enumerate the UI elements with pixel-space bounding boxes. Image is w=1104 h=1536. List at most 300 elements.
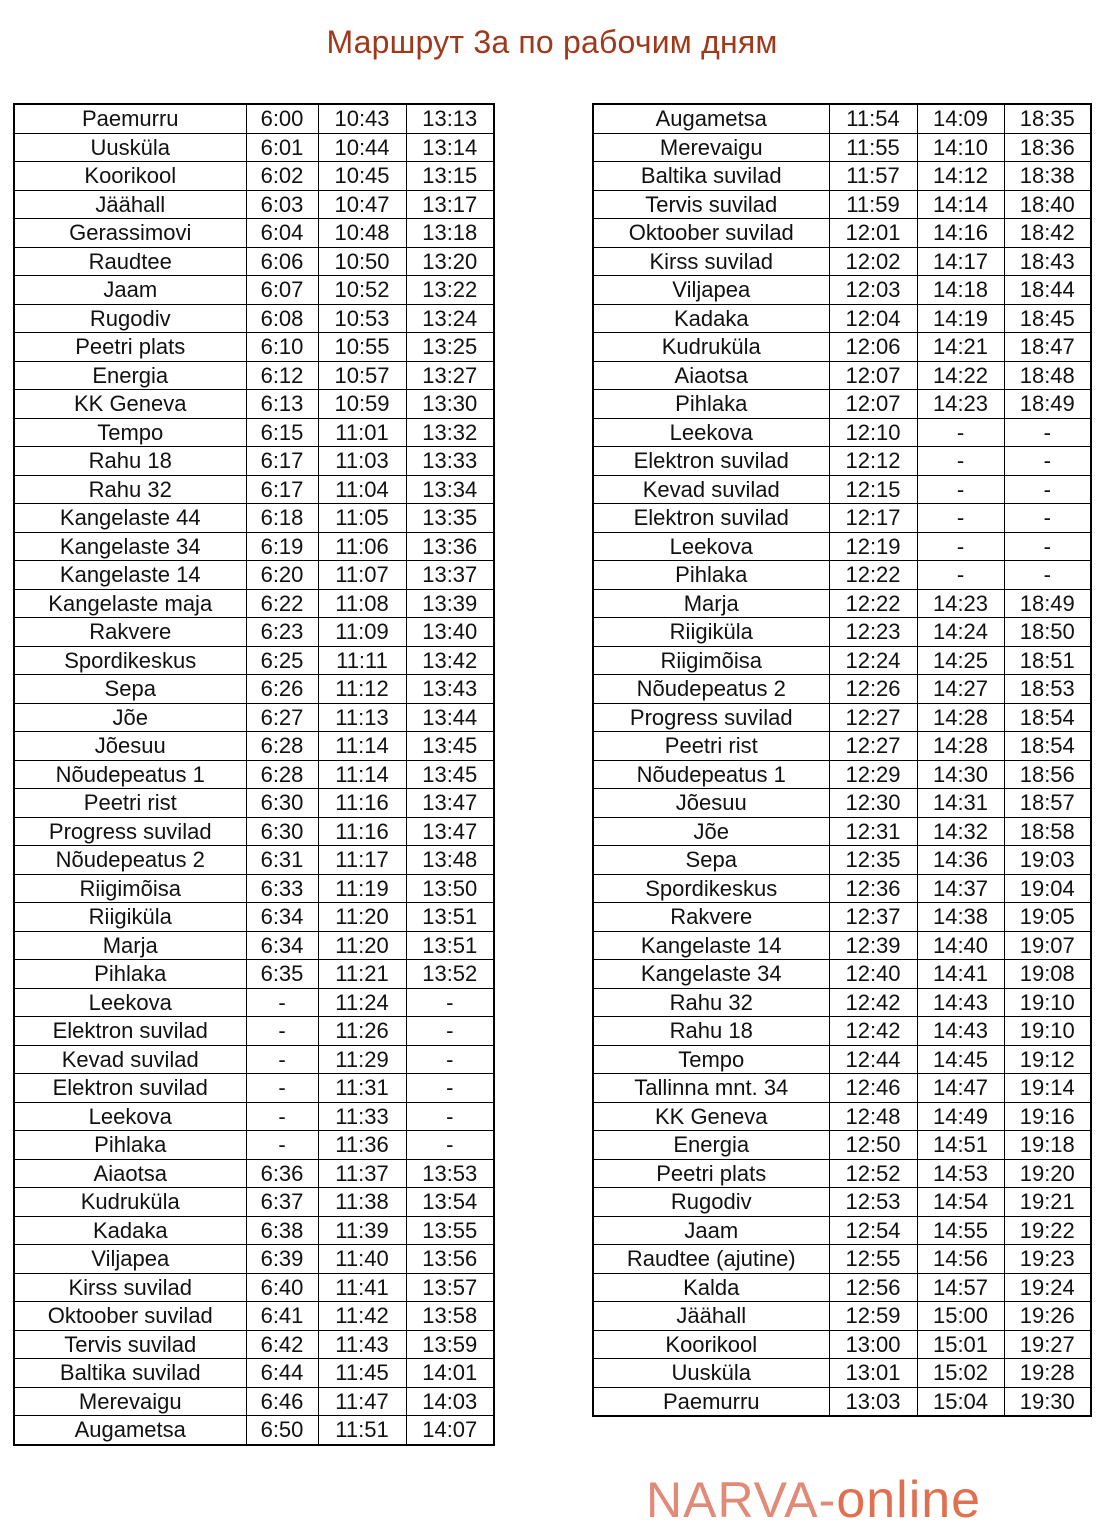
departure-time-cell: 12:50	[829, 1131, 917, 1160]
departure-time-cell: 13:51	[406, 931, 494, 960]
departure-time-cell: -	[406, 1045, 494, 1074]
schedule-table-return	[592, 103, 1092, 1417]
departure-time-cell: -	[917, 504, 1004, 533]
stop-name-cell: Kudruküla	[14, 1188, 246, 1217]
departure-time-cell: 14:10	[917, 133, 1004, 162]
departure-time-cell: 18:44	[1004, 276, 1091, 305]
departure-time-cell: 19:10	[1004, 988, 1091, 1017]
departure-time-cell: 11:14	[318, 760, 406, 789]
stop-name-cell: Jaam	[593, 1216, 829, 1245]
departure-time-cell: 18:57	[1004, 789, 1091, 818]
departure-time-cell: 12:12	[829, 447, 917, 476]
table-row	[593, 1017, 1091, 1046]
departure-time-cell: 18:54	[1004, 732, 1091, 761]
departure-time-cell: 12:22	[829, 561, 917, 590]
departure-time-cell: 14:03	[406, 1387, 494, 1416]
stop-name-cell: Sepa	[593, 846, 829, 875]
departure-time-cell: 6:26	[246, 675, 318, 704]
stop-name-cell: Oktoober suvilad	[593, 219, 829, 248]
stop-name-cell: Jäähall	[593, 1302, 829, 1331]
departure-time-cell: 11:20	[318, 931, 406, 960]
table-row	[14, 646, 494, 675]
departure-time-cell: 11:16	[318, 817, 406, 846]
departure-time-cell: 11:51	[318, 1416, 406, 1445]
table-row	[14, 1273, 494, 1302]
departure-time-cell: 14:36	[917, 846, 1004, 875]
table-row	[593, 589, 1091, 618]
stop-name-cell: Paemurru	[593, 1387, 829, 1416]
departure-time-cell: 6:25	[246, 646, 318, 675]
departure-time-cell: 14:24	[917, 618, 1004, 647]
departure-time-cell: 12:07	[829, 361, 917, 390]
departure-time-cell: 10:55	[318, 333, 406, 362]
departure-time-cell: 6:38	[246, 1216, 318, 1245]
departure-time-cell: 12:03	[829, 276, 917, 305]
departure-time-cell: 19:21	[1004, 1188, 1091, 1217]
stop-name-cell: Pihlaka	[593, 390, 829, 419]
departure-time-cell: 11:12	[318, 675, 406, 704]
departure-time-cell: -	[246, 1102, 318, 1131]
departure-time-cell: 12:02	[829, 247, 917, 276]
departure-time-cell: 6:02	[246, 162, 318, 191]
stop-name-cell: Tervis suvilad	[593, 190, 829, 219]
departure-time-cell: 12:53	[829, 1188, 917, 1217]
table-row	[14, 1416, 494, 1445]
stop-name-cell: Jõe	[593, 817, 829, 846]
departure-time-cell: 14:21	[917, 333, 1004, 362]
departure-time-cell: 11:20	[318, 903, 406, 932]
departure-time-cell: 6:08	[246, 304, 318, 333]
stop-name-cell: Energia	[14, 361, 246, 390]
departure-time-cell: 6:37	[246, 1188, 318, 1217]
departure-time-cell: 14:28	[917, 703, 1004, 732]
table-row	[14, 418, 494, 447]
departure-time-cell: 13:55	[406, 1216, 494, 1245]
table-row	[14, 1216, 494, 1245]
table-row	[14, 789, 494, 818]
departure-time-cell: 6:15	[246, 418, 318, 447]
departure-time-cell: 14:54	[917, 1188, 1004, 1217]
departure-time-cell: 10:45	[318, 162, 406, 191]
table-row	[14, 104, 494, 133]
stop-name-cell: Leekova	[593, 532, 829, 561]
departure-time-cell: 12:26	[829, 675, 917, 704]
departure-time-cell: 6:34	[246, 931, 318, 960]
departure-time-cell: 18:48	[1004, 361, 1091, 390]
departure-time-cell: 6:04	[246, 219, 318, 248]
table-row	[14, 817, 494, 846]
table-row	[593, 646, 1091, 675]
stop-name-cell: Rakvere	[593, 903, 829, 932]
stop-name-cell: Viljapea	[593, 276, 829, 305]
page-title: Маршрут 3а по рабочим дням	[326, 24, 778, 60]
departure-time-cell: 14:32	[917, 817, 1004, 846]
departure-time-cell: 13:01	[829, 1359, 917, 1388]
table-row	[14, 1387, 494, 1416]
table-row	[14, 846, 494, 875]
departure-time-cell: 10:48	[318, 219, 406, 248]
stop-name-cell: Uusküla	[593, 1359, 829, 1388]
stop-name-cell: Marja	[593, 589, 829, 618]
departure-time-cell: 14:43	[917, 1017, 1004, 1046]
table-row	[14, 931, 494, 960]
table-row	[14, 732, 494, 761]
departure-time-cell: 11:24	[318, 988, 406, 1017]
departure-time-cell: 18:35	[1004, 104, 1091, 133]
table-row	[593, 960, 1091, 989]
stop-name-cell: Tallinna mnt. 34	[593, 1074, 829, 1103]
departure-time-cell: 11:38	[318, 1188, 406, 1217]
stop-name-cell: Elektron suvilad	[14, 1017, 246, 1046]
departure-time-cell: 6:50	[246, 1416, 318, 1445]
stop-name-cell: Kangelaste 14	[593, 931, 829, 960]
departure-time-cell: 13:14	[406, 133, 494, 162]
departure-time-cell: 11:42	[318, 1302, 406, 1331]
departure-time-cell: 12:35	[829, 846, 917, 875]
departure-time-cell: -	[406, 1131, 494, 1160]
departure-time-cell: 6:23	[246, 618, 318, 647]
departure-time-cell: 18:54	[1004, 703, 1091, 732]
departure-time-cell: 6:19	[246, 532, 318, 561]
stop-name-cell: Rakvere	[14, 618, 246, 647]
departure-time-cell: 11:06	[318, 532, 406, 561]
departure-time-cell: 13:03	[829, 1387, 917, 1416]
table-row	[593, 1330, 1091, 1359]
departure-time-cell: 13:44	[406, 703, 494, 732]
departure-time-cell: -	[406, 1017, 494, 1046]
table-row	[593, 618, 1091, 647]
departure-time-cell: 13:27	[406, 361, 494, 390]
departure-time-cell: 12:44	[829, 1045, 917, 1074]
departure-time-cell: 12:23	[829, 618, 917, 647]
table-row	[14, 276, 494, 305]
departure-time-cell: 14:01	[406, 1359, 494, 1388]
stop-name-cell: Leekova	[14, 988, 246, 1017]
stop-name-cell: Riigiküla	[593, 618, 829, 647]
departure-time-cell: 6:20	[246, 561, 318, 590]
stop-name-cell: Pihlaka	[14, 960, 246, 989]
departure-time-cell: 12:42	[829, 988, 917, 1017]
logo-text-narva: NARVA-	[646, 1472, 837, 1528]
departure-time-cell: 11:07	[318, 561, 406, 590]
stop-name-cell: Augametsa	[593, 104, 829, 133]
stop-name-cell: Rugodiv	[593, 1188, 829, 1217]
departure-time-cell: 11:43	[318, 1330, 406, 1359]
stop-name-cell: Rugodiv	[14, 304, 246, 333]
departure-time-cell: -	[246, 1074, 318, 1103]
departure-time-cell: 19:18	[1004, 1131, 1091, 1160]
stop-name-cell: Augametsa	[14, 1416, 246, 1445]
departure-time-cell: 10:53	[318, 304, 406, 333]
departure-time-cell: 12:29	[829, 760, 917, 789]
departure-time-cell: 18:49	[1004, 589, 1091, 618]
schedule-table-outbound	[13, 103, 495, 1446]
stop-name-cell: Riigimõisa	[14, 874, 246, 903]
table-row	[14, 903, 494, 932]
departure-time-cell: 6:31	[246, 846, 318, 875]
departure-time-cell: 19:05	[1004, 903, 1091, 932]
departure-time-cell: 13:45	[406, 760, 494, 789]
table-row	[593, 1074, 1091, 1103]
table-row	[14, 333, 494, 362]
departure-time-cell: 10:50	[318, 247, 406, 276]
departure-time-cell: 14:51	[917, 1131, 1004, 1160]
departure-time-cell: 19:16	[1004, 1102, 1091, 1131]
departure-time-cell: 13:13	[406, 104, 494, 133]
departure-time-cell: 11:40	[318, 1245, 406, 1274]
departure-time-cell: 12:15	[829, 475, 917, 504]
departure-time-cell: 19:12	[1004, 1045, 1091, 1074]
departure-time-cell: 12:30	[829, 789, 917, 818]
departure-time-cell: 18:43	[1004, 247, 1091, 276]
stop-name-cell: Progress suvilad	[14, 817, 246, 846]
departure-time-cell: 13:22	[406, 276, 494, 305]
departure-time-cell: 12:39	[829, 931, 917, 960]
departure-time-cell: 6:42	[246, 1330, 318, 1359]
table-row	[14, 589, 494, 618]
departure-time-cell: 12:56	[829, 1273, 917, 1302]
table-row	[14, 1330, 494, 1359]
table-row	[14, 1245, 494, 1274]
departure-time-cell: 14:07	[406, 1416, 494, 1445]
departure-time-cell: 13:33	[406, 447, 494, 476]
departure-time-cell: 11:55	[829, 133, 917, 162]
table-row	[14, 361, 494, 390]
departure-time-cell: 19:07	[1004, 931, 1091, 960]
departure-time-cell: 14:30	[917, 760, 1004, 789]
departure-time-cell: 19:24	[1004, 1273, 1091, 1302]
departure-time-cell: 13:20	[406, 247, 494, 276]
stop-name-cell: Rahu 18	[14, 447, 246, 476]
departure-time-cell: 19:08	[1004, 960, 1091, 989]
departure-time-cell: 13:32	[406, 418, 494, 447]
departure-time-cell: 14:19	[917, 304, 1004, 333]
table-row	[593, 133, 1091, 162]
departure-time-cell: 13:45	[406, 732, 494, 761]
table-row	[593, 1045, 1091, 1074]
departure-time-cell: 6:22	[246, 589, 318, 618]
departure-time-cell: 6:28	[246, 760, 318, 789]
table-row	[14, 1159, 494, 1188]
departure-time-cell: -	[246, 1017, 318, 1046]
departure-time-cell: 14:47	[917, 1074, 1004, 1103]
departure-time-cell: 6:27	[246, 703, 318, 732]
stop-name-cell: Rahu 32	[593, 988, 829, 1017]
stop-name-cell: Kirss suvilad	[593, 247, 829, 276]
departure-time-cell: 12:37	[829, 903, 917, 932]
departure-time-cell: 18:56	[1004, 760, 1091, 789]
departure-time-cell: 6:34	[246, 903, 318, 932]
departure-time-cell: 18:42	[1004, 219, 1091, 248]
table-row	[14, 1017, 494, 1046]
departure-time-cell: 12:52	[829, 1159, 917, 1188]
departure-time-cell: -	[1004, 561, 1091, 590]
departure-time-cell: -	[1004, 447, 1091, 476]
departure-time-cell: 11:57	[829, 162, 917, 191]
stop-name-cell: Uusküla	[14, 133, 246, 162]
stop-name-cell: Kadaka	[593, 304, 829, 333]
departure-time-cell: 15:00	[917, 1302, 1004, 1331]
departure-time-cell: 6:40	[246, 1273, 318, 1302]
stop-name-cell: Nõudepeatus 2	[593, 675, 829, 704]
departure-time-cell: 14:16	[917, 219, 1004, 248]
departure-time-cell: 12:40	[829, 960, 917, 989]
departure-time-cell: 13:58	[406, 1302, 494, 1331]
stop-name-cell: Viljapea	[14, 1245, 246, 1274]
table-row	[14, 304, 494, 333]
table-row	[593, 988, 1091, 1017]
departure-time-cell: 10:57	[318, 361, 406, 390]
departure-time-cell: -	[406, 988, 494, 1017]
departure-time-cell: 18:58	[1004, 817, 1091, 846]
stop-name-cell: Gerassimovi	[14, 219, 246, 248]
departure-time-cell: 11:59	[829, 190, 917, 219]
table-row	[593, 1131, 1091, 1160]
departure-time-cell: 14:31	[917, 789, 1004, 818]
table-row	[14, 1302, 494, 1331]
departure-time-cell: 13:18	[406, 219, 494, 248]
stop-name-cell: Paemurru	[14, 104, 246, 133]
departure-time-cell: 13:42	[406, 646, 494, 675]
departure-time-cell: 11:03	[318, 447, 406, 476]
table-row	[14, 447, 494, 476]
stop-name-cell: Elektron suvilad	[593, 504, 829, 533]
departure-time-cell: 19:26	[1004, 1302, 1091, 1331]
stop-name-cell: Elektron suvilad	[593, 447, 829, 476]
table-row	[593, 789, 1091, 818]
stop-name-cell: Kangelaste 14	[14, 561, 246, 590]
departure-time-cell: -	[246, 1045, 318, 1074]
stop-name-cell: Sepa	[14, 675, 246, 704]
departure-time-cell: 13:15	[406, 162, 494, 191]
stop-name-cell: Kalda	[593, 1273, 829, 1302]
stop-name-cell: Kangelaste 34	[593, 960, 829, 989]
stop-name-cell: Raudtee	[14, 247, 246, 276]
table-row	[14, 561, 494, 590]
departure-time-cell: -	[917, 418, 1004, 447]
departure-time-cell: 6:46	[246, 1387, 318, 1416]
departure-time-cell: -	[917, 447, 1004, 476]
stop-name-cell: Peetri plats	[593, 1159, 829, 1188]
departure-time-cell: 13:59	[406, 1330, 494, 1359]
departure-time-cell: 13:24	[406, 304, 494, 333]
table-row	[593, 703, 1091, 732]
stop-name-cell: Tervis suvilad	[14, 1330, 246, 1359]
departure-time-cell: 12:27	[829, 732, 917, 761]
departure-time-cell: 12:54	[829, 1216, 917, 1245]
departure-time-cell: 11:17	[318, 846, 406, 875]
stop-name-cell: Oktoober suvilad	[14, 1302, 246, 1331]
table-row	[14, 960, 494, 989]
departure-time-cell: 10:52	[318, 276, 406, 305]
departure-time-cell: 6:03	[246, 190, 318, 219]
table-row	[14, 1074, 494, 1103]
departure-time-cell: 11:45	[318, 1359, 406, 1388]
departure-time-cell: 18:49	[1004, 390, 1091, 419]
departure-time-cell: 6:36	[246, 1159, 318, 1188]
stop-name-cell: Aiaotsa	[14, 1159, 246, 1188]
departure-time-cell: 19:10	[1004, 1017, 1091, 1046]
table-row	[593, 504, 1091, 533]
departure-time-cell: 6:41	[246, 1302, 318, 1331]
table-row	[593, 447, 1091, 476]
table-row	[14, 247, 494, 276]
departure-time-cell: 14:55	[917, 1216, 1004, 1245]
table-row	[14, 219, 494, 248]
departure-time-cell: 12:06	[829, 333, 917, 362]
departure-time-cell: 19:04	[1004, 874, 1091, 903]
departure-time-cell: 6:44	[246, 1359, 318, 1388]
departure-time-cell: 18:38	[1004, 162, 1091, 191]
departure-time-cell: 11:54	[829, 104, 917, 133]
table-row	[593, 304, 1091, 333]
stop-name-cell: Jõesuu	[593, 789, 829, 818]
departure-time-cell: 11:47	[318, 1387, 406, 1416]
table-row	[593, 675, 1091, 704]
table-row	[593, 1188, 1091, 1217]
stop-name-cell: Baltika suvilad	[593, 162, 829, 191]
departure-time-cell: 11:29	[318, 1045, 406, 1074]
departure-time-cell: 12:46	[829, 1074, 917, 1103]
table-row	[14, 475, 494, 504]
table-row	[593, 333, 1091, 362]
stop-name-cell: Kangelaste 34	[14, 532, 246, 561]
departure-time-cell: 14:23	[917, 390, 1004, 419]
stop-name-cell: Nõudepeatus 1	[593, 760, 829, 789]
departure-time-cell: 14:17	[917, 247, 1004, 276]
departure-time-cell: -	[917, 561, 1004, 590]
departure-time-cell: 13:56	[406, 1245, 494, 1274]
departure-time-cell: 13:35	[406, 504, 494, 533]
stop-name-cell: Kevad suvilad	[593, 475, 829, 504]
departure-time-cell: 18:36	[1004, 133, 1091, 162]
table-row	[14, 618, 494, 647]
stop-name-cell: Marja	[14, 931, 246, 960]
table-row	[593, 219, 1091, 248]
departure-time-cell: 18:40	[1004, 190, 1091, 219]
departure-time-cell: 6:00	[246, 104, 318, 133]
departure-time-cell: 13:34	[406, 475, 494, 504]
departure-time-cell: 18:51	[1004, 646, 1091, 675]
departure-time-cell: 11:19	[318, 874, 406, 903]
departure-time-cell: 6:33	[246, 874, 318, 903]
departure-time-cell: 12:42	[829, 1017, 917, 1046]
departure-time-cell: 12:10	[829, 418, 917, 447]
departure-time-cell: 10:44	[318, 133, 406, 162]
departure-time-cell: -	[917, 475, 1004, 504]
departure-time-cell: 15:01	[917, 1330, 1004, 1359]
departure-time-cell: 13:57	[406, 1273, 494, 1302]
table-row	[593, 732, 1091, 761]
departure-time-cell: 13:51	[406, 903, 494, 932]
stop-name-cell: Jõesuu	[14, 732, 246, 761]
departure-time-cell: 6:07	[246, 276, 318, 305]
departure-time-cell: 19:30	[1004, 1387, 1091, 1416]
stop-name-cell: Kudruküla	[593, 333, 829, 362]
departure-time-cell: 11:14	[318, 732, 406, 761]
stop-name-cell: Riigiküla	[14, 903, 246, 932]
departure-time-cell: 6:39	[246, 1245, 318, 1274]
departure-time-cell: 12:31	[829, 817, 917, 846]
table-row	[593, 1302, 1091, 1331]
departure-time-cell: 12:22	[829, 589, 917, 618]
departure-time-cell: 10:47	[318, 190, 406, 219]
table-row	[593, 247, 1091, 276]
table-row	[593, 162, 1091, 191]
stop-name-cell: Kevad suvilad	[14, 1045, 246, 1074]
stop-name-cell: Pihlaka	[593, 561, 829, 590]
table-row	[593, 760, 1091, 789]
